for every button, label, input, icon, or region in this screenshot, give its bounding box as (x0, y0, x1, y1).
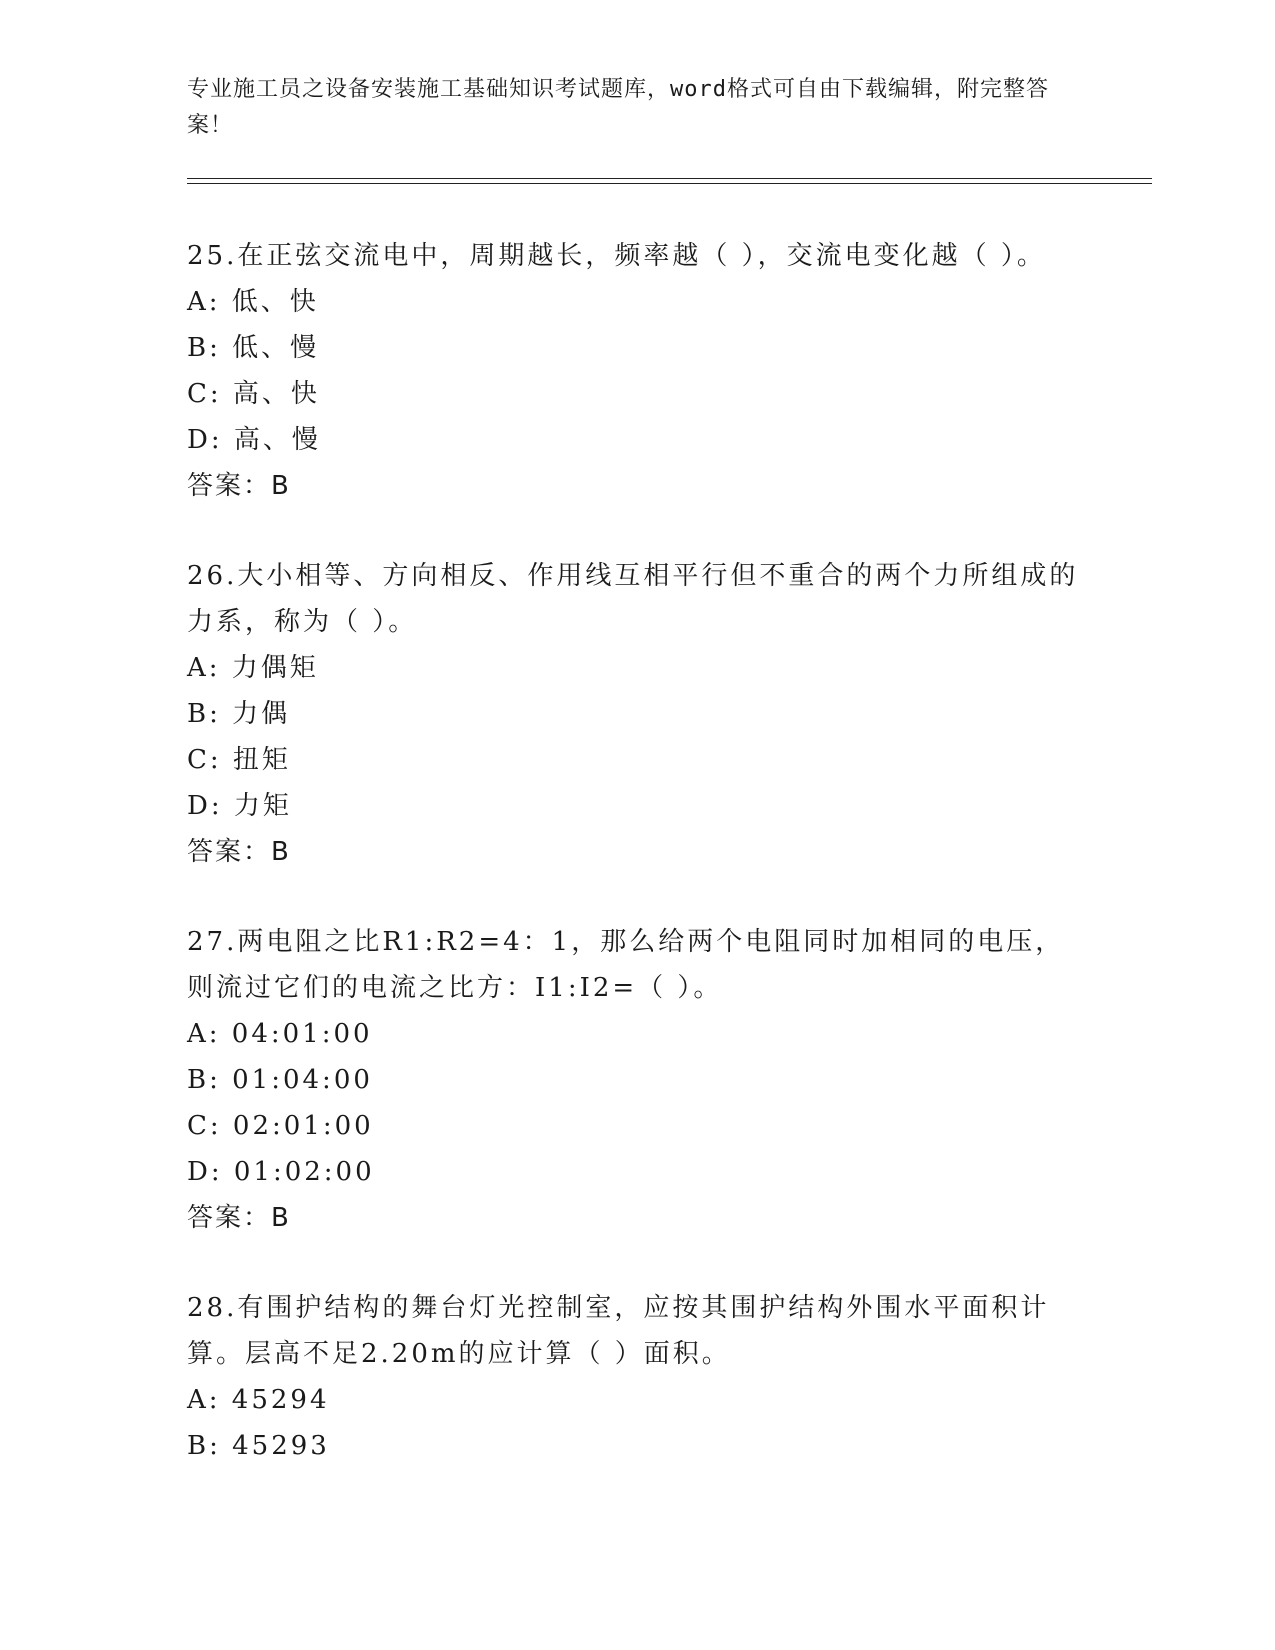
option-a: A: 45294 (187, 1385, 330, 1415)
option-b: B: 力偶 (187, 699, 291, 729)
question-25 (187, 233, 1087, 509)
answer-line: 答案：B (187, 471, 291, 501)
option-a: A: 04:01:00 (187, 1019, 373, 1049)
document-header: 专业施工员之设备安装施工基础知识考试题库，word格式可自由下载编辑，附完整答案！ (187, 77, 1049, 138)
option-a: A: 力偶矩 (187, 653, 319, 683)
question-text: 25.在正弦交流电中，周期越长，频率越（ ），交流电变化越（ ）。 (187, 241, 1046, 271)
answer-line: 答案：B (187, 837, 291, 867)
option-d: D: 01:02:00 (187, 1157, 375, 1187)
option-c: C: 02:01:00 (187, 1111, 374, 1141)
header-divider-bottom (187, 183, 1152, 184)
option-a: A: 低、快 (187, 287, 319, 317)
question-text: 28.有围护结构的舞台灯光控制室，应按其围护结构外围水平面积计算。层高不足2.20m的应计算（ ）面积。 (187, 1293, 1050, 1369)
option-c: C: 高、快 (187, 379, 320, 409)
answer-line: 答案：B (187, 1203, 291, 1233)
question-list (187, 233, 1087, 1513)
option-c: C: 扭矩 (187, 745, 291, 775)
question-text: 26.大小相等、方向相反、作用线互相平行但不重合的两个力所组成的力系，称为（ ）。 (187, 561, 1079, 637)
option-b: B: 01:04:00 (187, 1065, 373, 1095)
header-divider-top (187, 178, 1152, 179)
question-27 (187, 919, 1087, 1241)
question-26 (187, 553, 1087, 875)
option-d: D: 高、慢 (187, 425, 321, 455)
question-text: 27.两电阻之比R1:R2=4：1，那么给两个电阻同时加相同的电压，则流过它们的电流之比方：I1:I2=（ ）。 (187, 927, 1065, 1003)
option-d: D: 力矩 (187, 791, 292, 821)
question-28 (187, 1285, 1087, 1469)
option-b: B: 低、慢 (187, 333, 320, 363)
option-b: B: 45293 (187, 1431, 330, 1461)
